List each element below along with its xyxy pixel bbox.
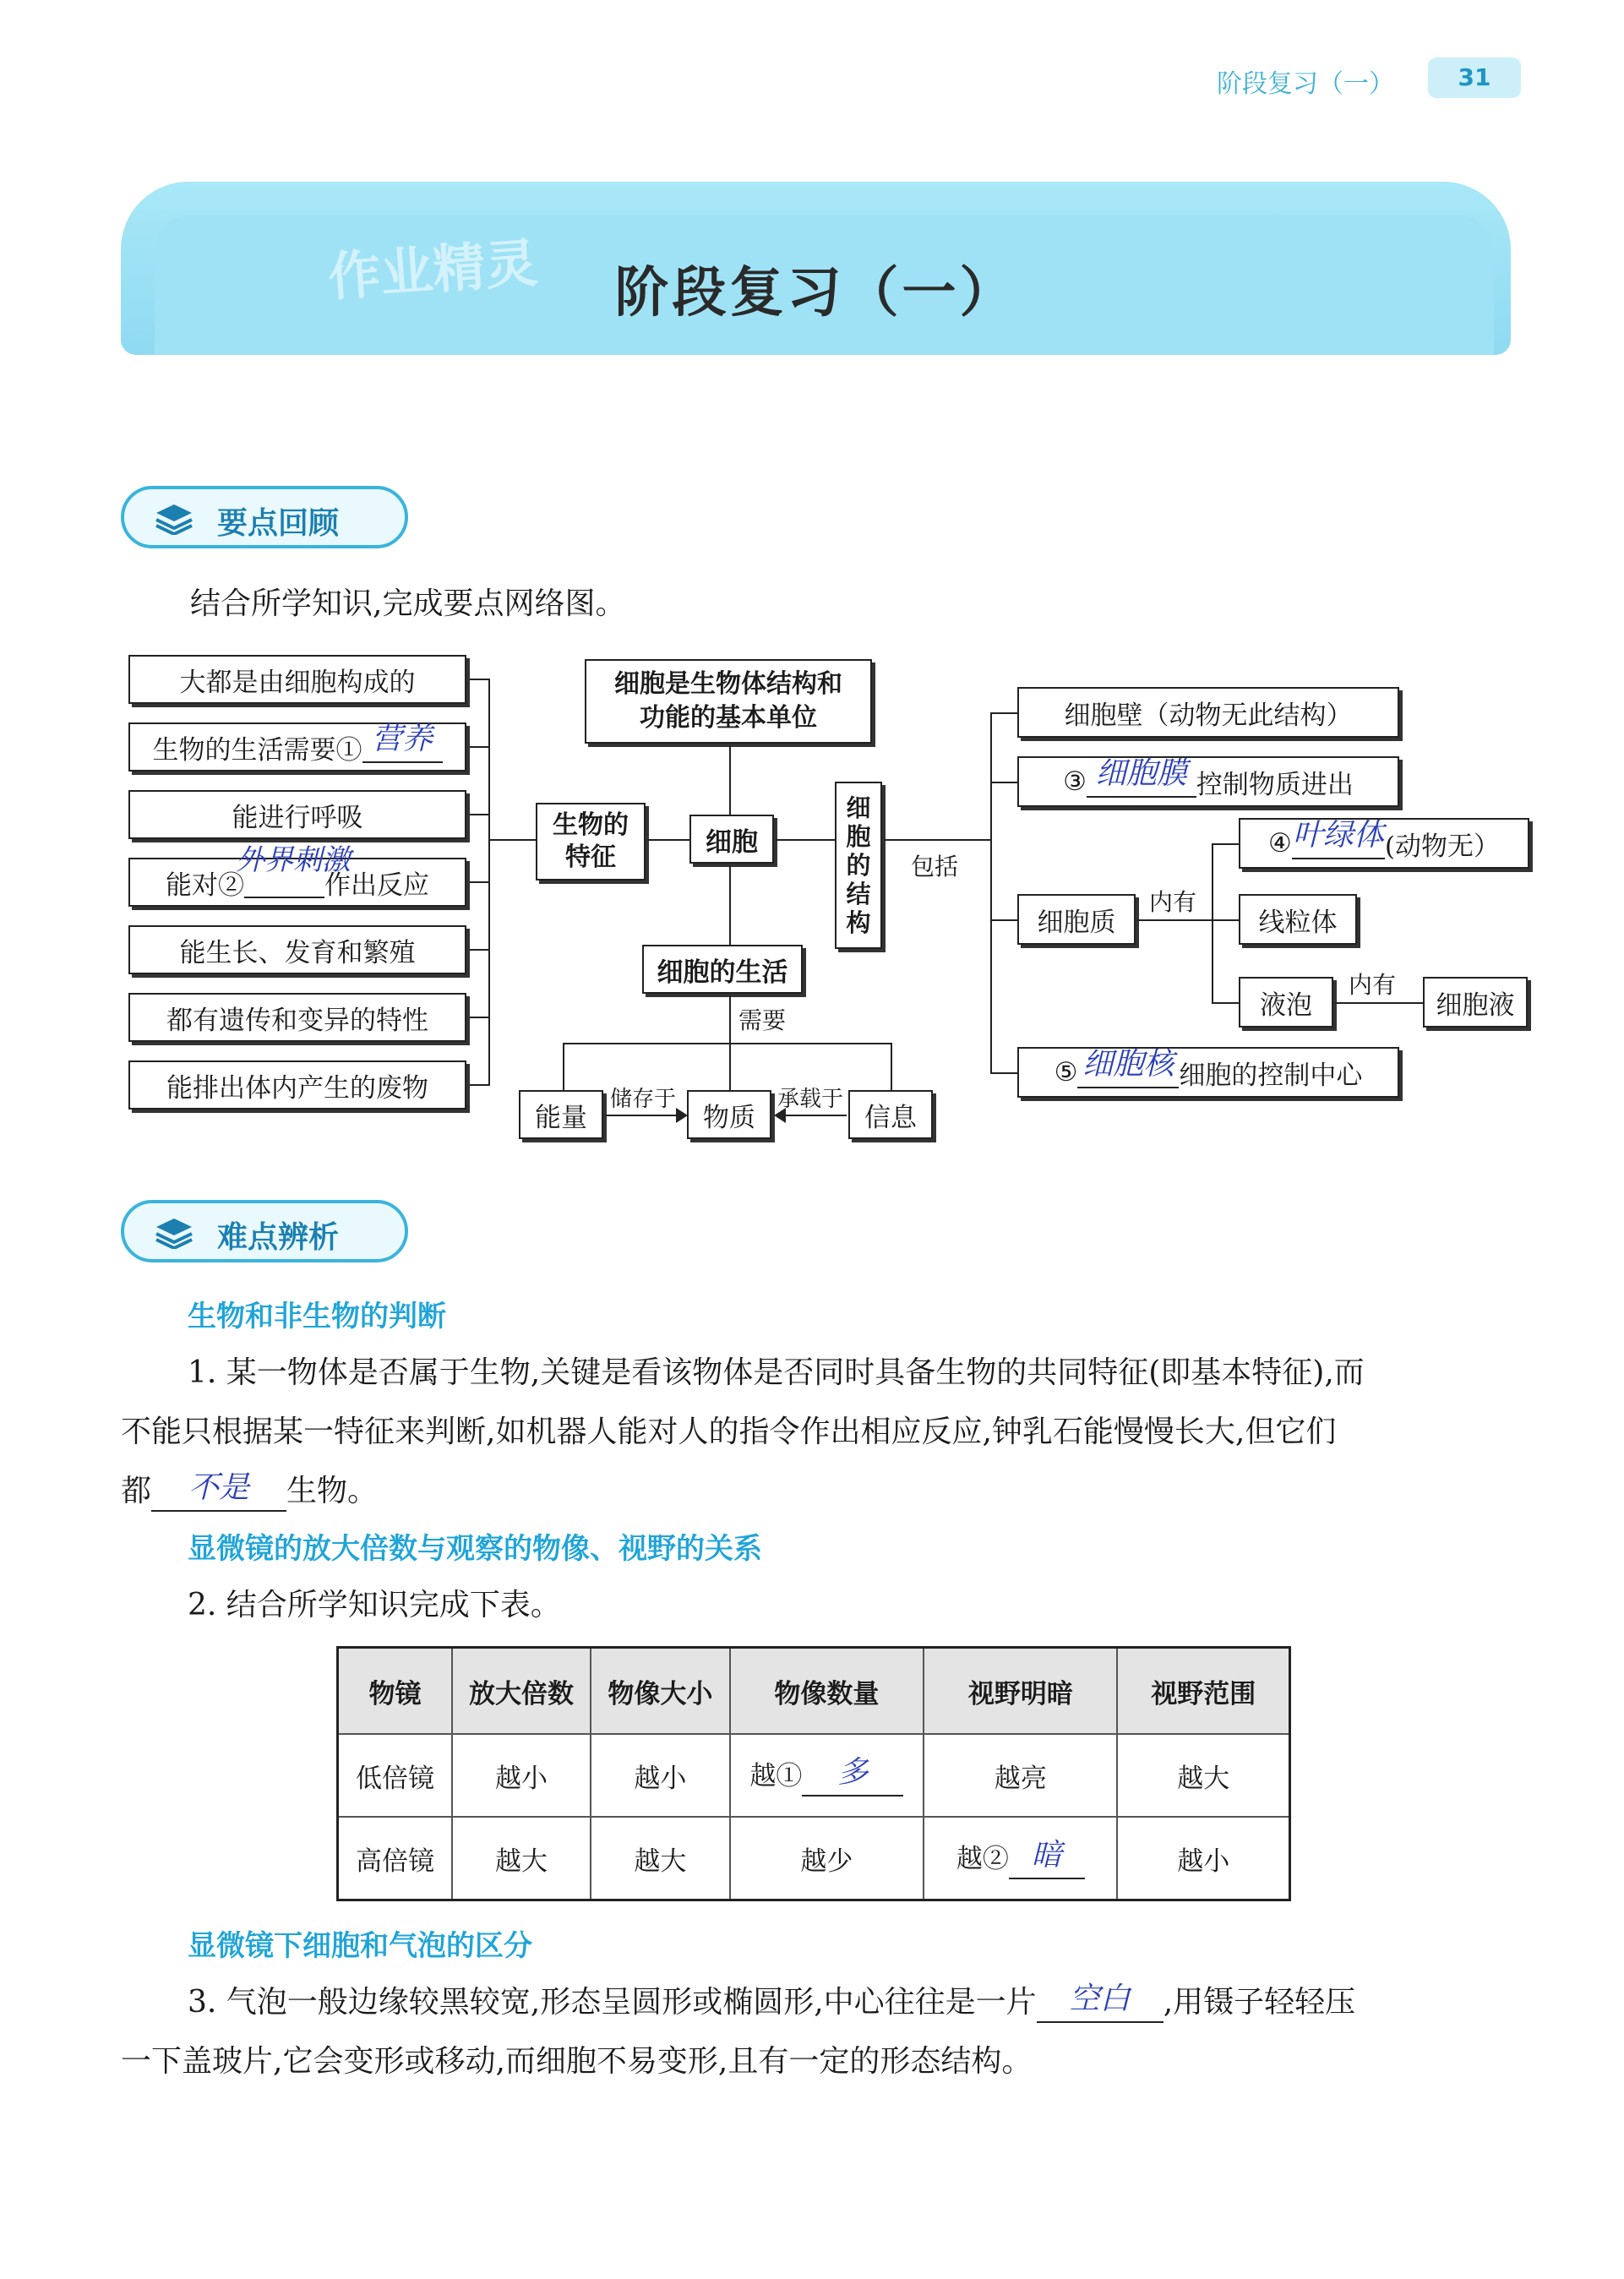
- arrow: [605, 1115, 684, 1116]
- connector: [1212, 843, 1213, 1004]
- connector: [1212, 919, 1239, 921]
- connector: [990, 782, 1017, 783]
- features-node: 生物的 特征: [536, 803, 646, 881]
- connector: [990, 919, 1017, 921]
- answer-blank: [802, 1755, 903, 1796]
- matter-box: 物质: [687, 1090, 771, 1139]
- stored-label: 储存于: [610, 1087, 677, 1112]
- contains-label-1: 内有: [1149, 888, 1197, 916]
- connector: [470, 1084, 490, 1086]
- topic2-heading: 显微镜的放大倍数与观察的物像、视野的关系: [188, 1532, 762, 1566]
- cell-structure-node: 细 胞 的 结 构: [835, 782, 882, 949]
- handwritten-answer: 细胞核: [1082, 1047, 1174, 1082]
- table-cell: 低倍镜: [338, 1734, 452, 1817]
- table-header: 物镜: [338, 1648, 452, 1735]
- connector: [884, 839, 990, 841]
- section-label-difficulties: 难点辨析: [217, 1220, 340, 1255]
- connector: [1212, 843, 1239, 845]
- carried-label: 承载于: [777, 1087, 844, 1112]
- connector: [563, 1043, 892, 1044]
- banner-title: 阶段复习（一）: [614, 262, 1017, 324]
- cytoplasm-box: 细胞质: [1017, 894, 1136, 945]
- feature-box-5: 能生长、发育和繁殖: [128, 925, 466, 974]
- handwritten-answer: 营养: [371, 722, 433, 756]
- handwritten-answer: 空白: [1069, 1982, 1131, 2016]
- connector: [470, 814, 490, 815]
- connector: [990, 712, 992, 1074]
- table-cell: 越大: [591, 1817, 729, 1900]
- answer-blank: [1009, 1840, 1085, 1879]
- connector: [470, 679, 490, 680]
- connector: [488, 839, 536, 841]
- section1-intro: 结合所学知识,完成要点网络图。: [190, 586, 626, 621]
- cell-membrane-box: ③ 细胞膜 控制物质进出: [1017, 756, 1399, 807]
- table-header: 视野范围: [1117, 1648, 1289, 1735]
- connector: [1137, 919, 1213, 921]
- topic3-line2: 一下盖玻片,它会变形或移动,而细胞不易变形,且有一定的形态结构。: [121, 2044, 1033, 2079]
- connector: [776, 839, 835, 841]
- contains-label-2: 内有: [1349, 971, 1397, 999]
- needs-label: 需要: [738, 1006, 787, 1034]
- table-header-row: [338, 1648, 1290, 1735]
- handwritten-answer: 多: [837, 1755, 869, 1790]
- topic1-line3: 都 不是 生物。: [121, 1462, 378, 1521]
- handwritten-answer: 不是: [188, 1470, 250, 1505]
- cell-life-node: 细胞的生活: [642, 945, 803, 994]
- table-cell: 越小: [591, 1734, 729, 1817]
- table-cell: 越大: [1117, 1734, 1289, 1817]
- connector: [488, 679, 490, 1086]
- connector: [470, 1017, 490, 1018]
- mitochondria-box: 线粒体: [1239, 894, 1357, 945]
- include-label: 包括: [911, 853, 959, 881]
- connector: [729, 745, 731, 815]
- chloroplast-box: ④ 叶绿体 (动物无）: [1239, 818, 1529, 869]
- table-cell: 越小: [1117, 1817, 1289, 1900]
- table-header: 放大倍数: [452, 1648, 591, 1735]
- feature-box-7: 能排出体内产生的废物: [128, 1060, 466, 1110]
- arrow: [776, 1115, 847, 1116]
- watermark: 作业精灵: [326, 232, 540, 308]
- answer-blank: [236, 843, 351, 898]
- connector: [729, 995, 731, 1043]
- table-row: [338, 1817, 1290, 1900]
- cell-node: 细胞: [689, 815, 774, 864]
- table-cell: 越亮: [924, 1734, 1117, 1817]
- table-cell: 越大: [452, 1817, 591, 1900]
- topic3-heading: 显微镜下细胞和气泡的区分: [188, 1929, 532, 1963]
- connector: [891, 1043, 892, 1090]
- table-header: 物像数量: [730, 1648, 924, 1735]
- connector: [990, 712, 1017, 714]
- cell-wall-box: 细胞壁（动物无此结构）: [1017, 687, 1399, 738]
- feature-box-6: 都有遗传和变异的特性: [128, 993, 466, 1042]
- table-cell: 越② 暗: [924, 1817, 1117, 1900]
- arrow-head: [676, 1108, 688, 1123]
- topic2-intro: 2. 结合所学知识完成下表。: [188, 1588, 561, 1622]
- table-header: 物像大小: [591, 1648, 729, 1735]
- handwritten-answer: 细胞膜: [1095, 756, 1187, 791]
- handwritten-answer: 外界刺激: [236, 843, 351, 877]
- table-header: 视野明暗: [924, 1648, 1117, 1735]
- connector: [470, 746, 490, 748]
- microscope-table: [336, 1646, 1291, 1901]
- topic1-heading: 生物和非生物的判断: [188, 1300, 446, 1333]
- answer-blank: [362, 722, 443, 763]
- answer-blank: [1087, 756, 1196, 798]
- header-title: 阶段复习（一）: [1217, 69, 1394, 99]
- section-label-review: 要点回顾: [217, 506, 340, 541]
- topic3-line1: 3. 气泡一般边缘较黑较宽,形态呈圆形或椭圆形,中心往往是一片 空白 ,用镊子轻轻压: [188, 1973, 1355, 2032]
- handwritten-answer: 暗: [1031, 1838, 1062, 1873]
- energy-box: 能量: [519, 1090, 603, 1139]
- answer-blank: [1292, 818, 1385, 859]
- feature-box-4: 能对② 外界刺激 作出反应: [128, 858, 466, 907]
- connector: [563, 1043, 564, 1090]
- table-cell: 越① 多: [730, 1734, 924, 1817]
- page-number: 31: [1428, 57, 1521, 98]
- connector: [647, 839, 689, 841]
- connector: [729, 1043, 731, 1090]
- feature-box-3: 能进行呼吸: [128, 790, 466, 839]
- connector: [470, 881, 490, 883]
- table-cell: 高倍镜: [338, 1817, 452, 1900]
- feature-box-2: 生物的生活需要① 营养: [128, 722, 466, 771]
- cell-definition-box: 细胞是生物体结构和 功能的基本单位: [585, 659, 872, 744]
- nucleus-box: ⑤ 细胞核 细胞的控制中心: [1017, 1047, 1399, 1098]
- connector: [1335, 1002, 1423, 1004]
- connector: [729, 865, 731, 945]
- topic1-line2: 不能只根据某一特征来判断,如机器人能对人的指令作出相应反应,钟乳石能慢慢长大,但它们: [121, 1415, 1337, 1449]
- table-cell: 越少: [730, 1817, 924, 1900]
- table-cell: 越小: [452, 1734, 591, 1817]
- connector: [1212, 1002, 1239, 1004]
- vacuole-box: 液泡: [1239, 977, 1333, 1028]
- topic1-line1: 1. 某一物体是否属于生物,关键是看该物体是否同时具备生物的共同特征(即基本特征),而: [188, 1355, 1365, 1390]
- answer-blank: [1037, 1984, 1164, 2023]
- book-stack-icon: [153, 1215, 195, 1249]
- handwritten-answer: 叶绿体: [1292, 818, 1384, 853]
- connector: [470, 949, 490, 951]
- feature-box-1: 大都是由细胞构成的: [128, 655, 466, 704]
- connector: [990, 1072, 1017, 1074]
- section-pill-difficulties: [121, 1200, 408, 1262]
- cell-sap-box: 细胞液: [1423, 977, 1528, 1028]
- table-row: [338, 1734, 1290, 1817]
- answer-blank: [1077, 1047, 1179, 1088]
- info-box: 信息: [848, 1090, 933, 1139]
